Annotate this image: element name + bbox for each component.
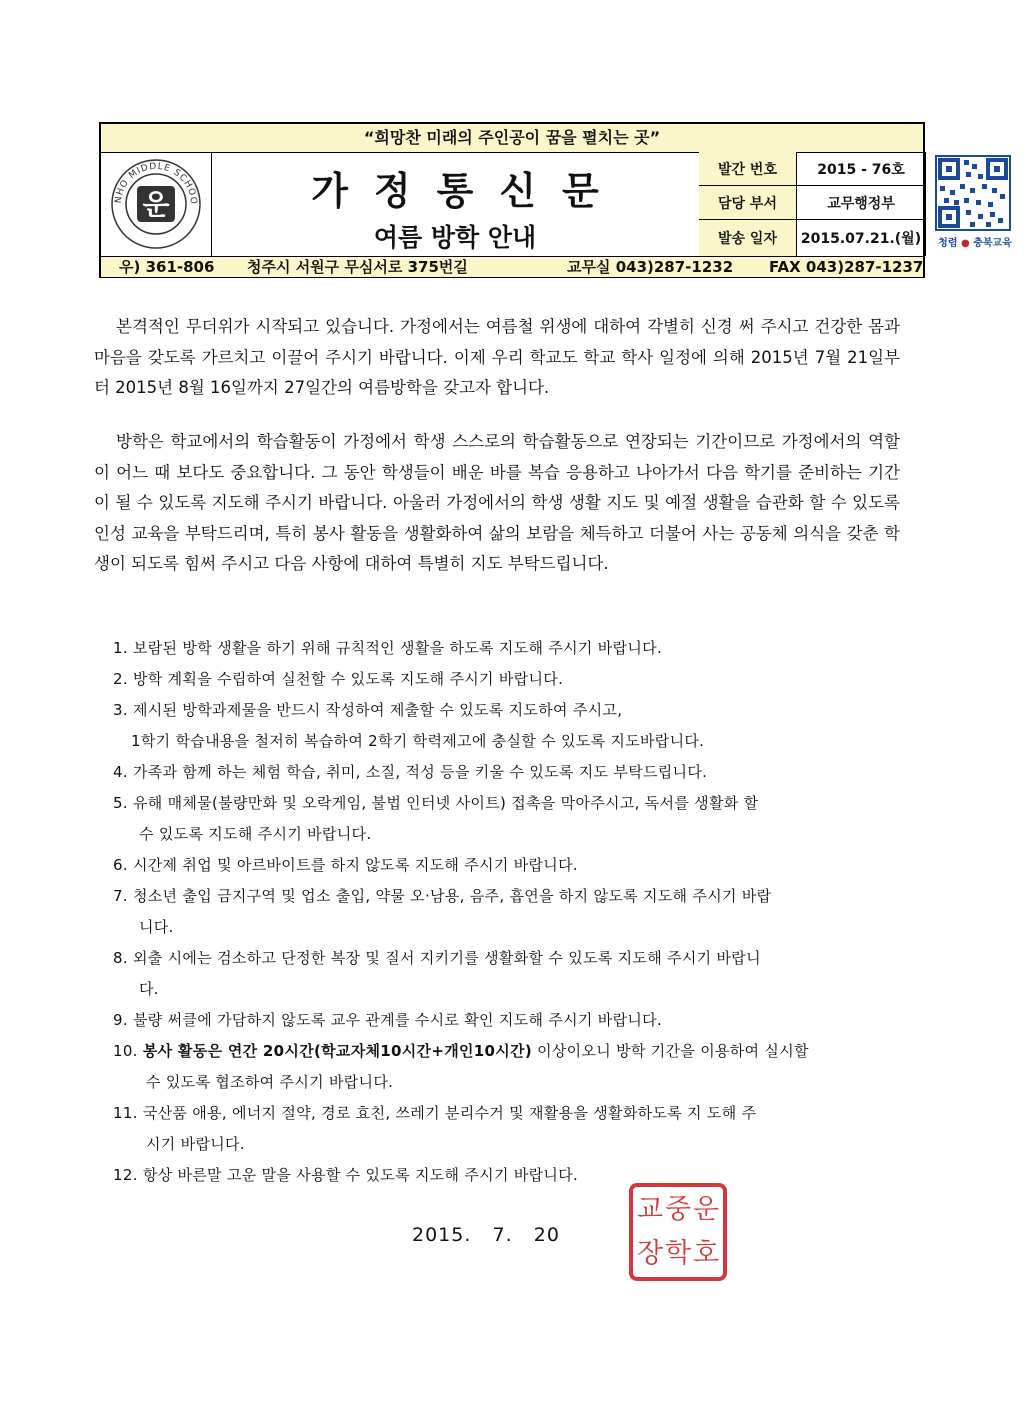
issue-info xyxy=(699,152,925,256)
list-item: 4. 가족과 함께 하는 체험 학습, 취미, 소질, 적성 등을 키울 수 있도록 지도 부탁드립니다. xyxy=(113,763,708,781)
list-item: 3. 제시된 방학과제물을 반드시 작성하여 제출할 수 있도록 지도하여 주시고, xyxy=(113,701,623,719)
send-date-row xyxy=(699,220,925,256)
list-item: 시기 바랍니다. xyxy=(146,1135,245,1153)
list-item: 1학기 학습내용을 철저히 복습하여 2학기 학력제고에 충실할 수 있도록 지도바랍니다. xyxy=(131,732,705,750)
list-item: 11. 국산품 애용, 에너지 절약, 경로 효친, 쓰레기 분리수거 및 재활용을 생활화하도록 지 도해 주 xyxy=(113,1104,757,1122)
office-phone: 교무실 043)287-1232 xyxy=(567,258,734,276)
list-item: 8. 외출 시에는 검소하고 단정한 복장 및 질서 지키기를 생활화할 수 있도록 지도해 주시기 바랍니 xyxy=(113,949,761,967)
fax-number: FAX 043)287-1237 xyxy=(769,258,924,276)
qr-caption-right: 충북교육 xyxy=(973,238,1012,249)
seal-char: 학 xyxy=(664,1238,692,1269)
issue-number-value: 2015 - 76호 xyxy=(817,161,905,178)
send-date-value: 2015.07.21.(월) xyxy=(800,231,922,247)
list-item: 7. 청소년 출입 금지구역 및 업소 출입, 약물 오·남용, 음주, 흡연을 하지 않도록 지도해 주시기 바랍 xyxy=(113,887,772,905)
address-bar xyxy=(101,256,923,277)
list-item: 수 있도록 협조하여 주시기 바랍니다. xyxy=(146,1073,394,1091)
zip-code: 우) 361-806 xyxy=(119,258,215,276)
logo-ring-text: NHO MIDDLE SCHOO xyxy=(113,161,199,206)
street-address: 청주시 서원구 무심서로 375번길 xyxy=(247,258,468,276)
qr-caption xyxy=(926,234,1024,249)
school-slogan: “희망찬 미래의 주인공이 꿈을 펼치는 곳” xyxy=(101,124,923,153)
issue-number-row xyxy=(699,152,925,186)
list-item: 수 있도록 지도해 주시기 바랍니다. xyxy=(139,825,372,843)
qr-cell xyxy=(925,152,1024,256)
title-cell xyxy=(211,152,700,256)
issue-date: 2015. 7. 20 xyxy=(412,1224,560,1246)
seal-char: 호 xyxy=(692,1238,720,1269)
page-title: 가정통신문 xyxy=(311,168,625,213)
list-item xyxy=(113,1040,809,1061)
list-item: 2. 방학 계획을 수립하여 실천할 수 있도록 지도해 주시기 바랍니다. xyxy=(113,670,564,688)
guidance-paragraph: 방학은 학교에서의 학습활동이 가정에서 학생 스스로의 학습활동으로 연장되는 기간이므로 가정에서의 역할이 어느 때 보다도 중요합니다. 그 동안 학생들이 배운 바를 복습 응용하고 나아가서 다음 학기를 준비하는 기간이 될 수 있도록 지도해 주시기 바랍니다. 아울러 가정에서의 학생 생활 지도 및 예절 생활을 습관화 할 수 있도록 인성 교육을 부탁드리며, 특히 봉사 활동을 생활화하여 삶의 보람을 체득하고 더불어 사는 공동체 의식을 갖춘 학생이 되도록 힘써 주시고 다음 사항에 대하여 특별히 지도 부탁드립니다. xyxy=(94,432,900,574)
school-logo xyxy=(101,152,211,256)
qr-caption-mark: ● xyxy=(960,238,970,249)
department-label: 담당 부서 xyxy=(699,186,797,219)
department-row xyxy=(699,186,925,220)
newsletter-header xyxy=(99,122,1012,278)
list-item: 9. 불량 써클에 가담하지 않도록 교우 관계를 수시로 확인 지도해 주시기 바랍니다. xyxy=(113,1011,663,1029)
list-item: 1. 보람된 방학 생활을 하기 위해 규칙적인 생활을 하도록 지도해 주시기 바랍니다. xyxy=(113,639,663,657)
volunteer-requirement: 봉사 활동은 연간 20시간(학교자체10시간+개인10시간) xyxy=(142,1042,533,1060)
list-item: 12. 항상 바른말 고운 말을 사용할 수 있도록 지도해 주시기 바랍니다. xyxy=(113,1166,579,1184)
qr-code-icon xyxy=(926,152,1024,234)
seal-char: 중 xyxy=(664,1194,692,1225)
seal-char: 운 xyxy=(692,1194,720,1225)
seal-char: 장 xyxy=(636,1238,664,1269)
list-item-rest: 이상이오니 방학 기간을 이용하여 실시할 xyxy=(532,1042,809,1060)
list-item: 5. 유해 매체물(불량만화 및 오락게임, 불법 인터넷 사이트) 접촉을 막아주시고, 독서를 생활화 할 xyxy=(113,794,759,812)
department-value: 교무행정부 xyxy=(827,195,895,212)
qr-caption-left: 청렴 xyxy=(938,238,958,249)
list-item-number: 10. xyxy=(113,1042,143,1060)
logo-cell xyxy=(101,152,212,256)
list-item: 6. 시간제 취업 및 아르바이트를 하지 않도록 지도해 주시기 바랍니다. xyxy=(113,856,578,874)
seal-char: 교 xyxy=(636,1194,664,1225)
list-item: 니다. xyxy=(139,918,174,936)
principal-seal-icon xyxy=(628,1182,728,1282)
page-subtitle: 여름 방학 안내 xyxy=(373,223,537,252)
logo-character: 운 xyxy=(142,188,170,221)
list-item: 다. xyxy=(139,980,159,998)
intro-paragraph: 본격적인 무더위가 시작되고 있습니다. 가정에서는 여름철 위생에 대하여 각별히 신경 써 주시고 건강한 몸과 마음을 갖도록 가르치고 이끌어 주시기 바랍니다. 이제 우리 학교도 학교 학사 일정에 의해 2015년 7월 21일부터 2015년 8월 16일까지 27일간의 여름방학을 갖고자 합니다. xyxy=(94,317,900,398)
issue-number-label: 발간 번호 xyxy=(699,152,797,185)
send-date-label: 발송 일자 xyxy=(699,220,797,256)
